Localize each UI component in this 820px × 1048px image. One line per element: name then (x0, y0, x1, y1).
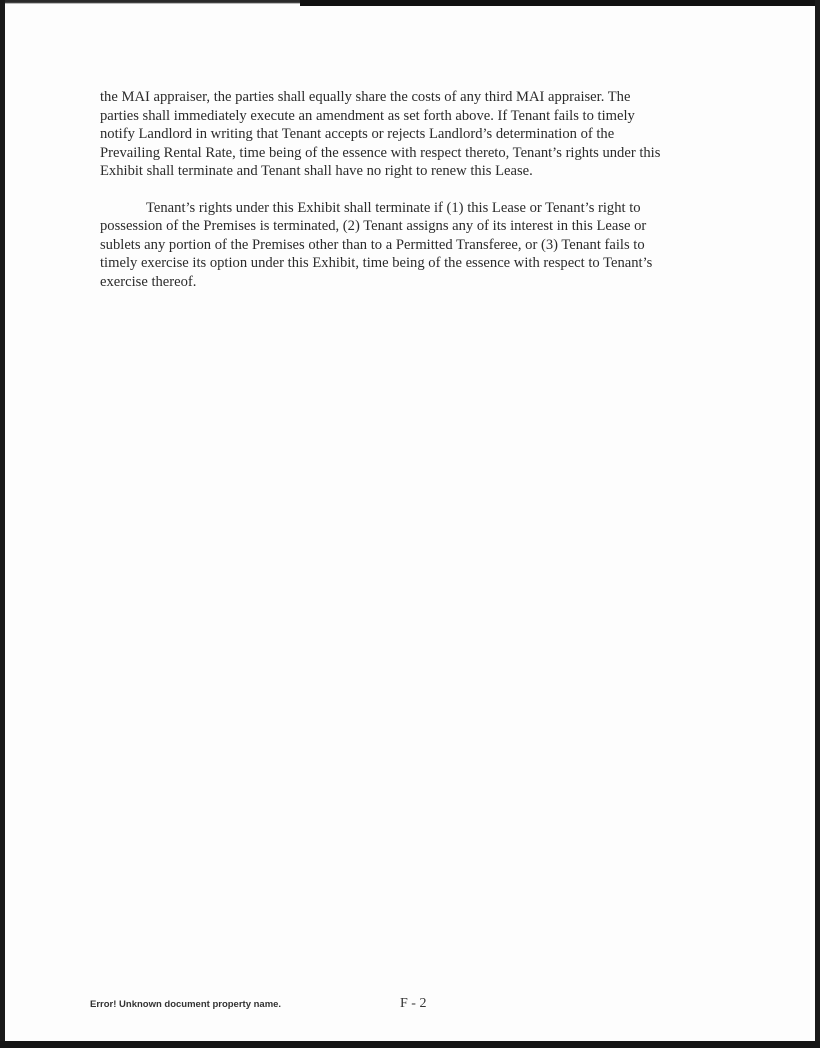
paragraph-1-line-3: notify Landlord in writing that Tenant accepts or rejects Landlord’s determination of the (100, 126, 615, 142)
paragraph-2 (100, 199, 722, 292)
paragraph-1 (100, 88, 722, 181)
document-body (100, 88, 722, 309)
paragraph-2-line-1: Tenant’s rights under this Exhibit shall terminate if (1) this Lease or Tenant’s right to (146, 199, 641, 216)
footer-document-property: Error! Unknown document property name. (90, 999, 282, 1010)
paragraph-2-line-3: sublets any portion of the Premises other than to a Permitted Transferee, or (3) Tenant fails to (100, 236, 645, 253)
paragraph-2-line-2: possession of the Premises is terminated, (2) Tenant assigns any of its interest in this Lease or (100, 218, 647, 234)
scan-edge-left (0, 0, 5, 1048)
scan-edge-top-right (300, 0, 820, 6)
paragraph-1-line-4: Prevailing Rental Rate, time being of the essence with respect thereto, Tenant’s rights under this (100, 144, 661, 161)
scan-edge-right (815, 0, 820, 1048)
paragraph-1-line-2: parties shall immediately execute an amendment as set forth above. If Tenant fails to timely (100, 107, 635, 124)
scan-edge-bottom (0, 1041, 820, 1048)
footer-page-number: F - 2 (400, 996, 427, 1011)
paragraph-2-line-4: timely exercise its option under this Exhibit, time being of the essence with respect to Tenant’s (100, 255, 653, 271)
paragraph-1-line-5: Exhibit shall terminate and Tenant shall have no right to renew this Lease. (100, 163, 533, 179)
paragraph-1-line-1: the MAI appraiser, the parties shall equally share the costs of any third MAI appraiser. The (100, 89, 631, 105)
paragraph-2-line-5: exercise thereof. (100, 273, 197, 290)
